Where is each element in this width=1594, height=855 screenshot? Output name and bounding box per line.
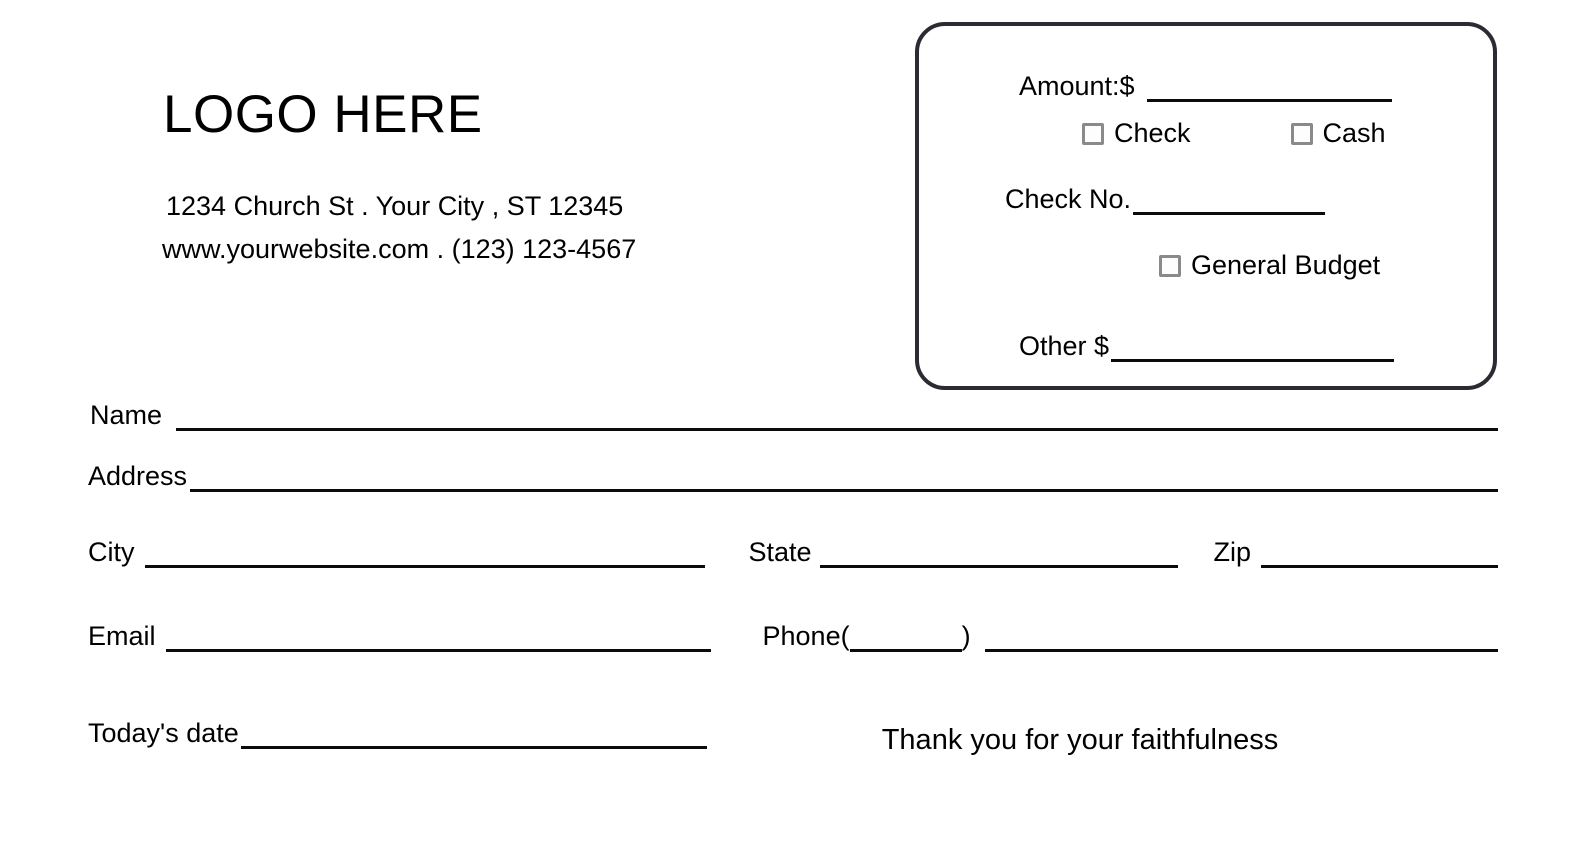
amount-fill-line[interactable] <box>1147 74 1392 102</box>
other-amount-row <box>1019 331 1394 362</box>
email-label: Email <box>88 621 156 651</box>
name-row <box>90 400 1498 431</box>
city-state-zip-row <box>88 537 1498 568</box>
city-label: City <box>88 537 135 567</box>
payment-type-row <box>1082 118 1442 149</box>
church-address-line: 1234 Church St . Your City , ST 12345 <box>166 191 624 221</box>
phone-close-paren: ) <box>961 621 971 651</box>
address-fill-line[interactable] <box>190 462 1498 492</box>
check-number-fill-line[interactable] <box>1133 187 1325 215</box>
thank-you-message: Thank you for your faithfulness <box>881 724 1279 756</box>
address-label: Address <box>88 461 188 491</box>
zip-fill-line[interactable] <box>1261 538 1498 568</box>
phone-number-fill-line[interactable] <box>985 622 1498 652</box>
check-number-row <box>1005 184 1325 215</box>
cash-checkbox[interactable] <box>1291 123 1313 145</box>
todays-date-label: Today's date <box>88 718 239 748</box>
name-fill-line[interactable] <box>176 401 1498 431</box>
name-label: Name <box>90 400 163 430</box>
amount-label: Amount:$ <box>1019 71 1135 101</box>
phone-area-code-fill-line[interactable] <box>850 622 962 652</box>
other-amount-label: Other $ <box>1019 331 1110 361</box>
todays-date-fill-line[interactable] <box>241 719 707 749</box>
check-checkbox[interactable] <box>1082 123 1104 145</box>
email-phone-row <box>88 621 1498 652</box>
cash-option-label: Cash <box>1322 118 1386 148</box>
email-fill-line[interactable] <box>166 622 711 652</box>
city-fill-line[interactable] <box>145 538 705 568</box>
state-label: State <box>748 537 812 567</box>
logo-placeholder: LOGO HERE <box>163 85 483 144</box>
general-budget-checkbox[interactable] <box>1159 255 1181 277</box>
check-number-label: Check No. <box>1005 184 1132 214</box>
todays-date-row <box>88 718 707 749</box>
phone-label: Phone( <box>762 621 850 651</box>
address-row <box>88 461 1498 492</box>
check-option-label: Check <box>1114 118 1191 148</box>
zip-label: Zip <box>1213 537 1252 567</box>
state-fill-line[interactable] <box>820 538 1178 568</box>
amount-row <box>1019 71 1392 102</box>
gift-details-box <box>915 22 1497 390</box>
general-budget-label: General Budget <box>1191 250 1381 280</box>
church-contact-line: www.yourwebsite.com . (123) 123-4567 <box>162 234 637 264</box>
general-budget-row <box>1159 250 1380 281</box>
other-amount-fill-line[interactable] <box>1111 334 1394 362</box>
